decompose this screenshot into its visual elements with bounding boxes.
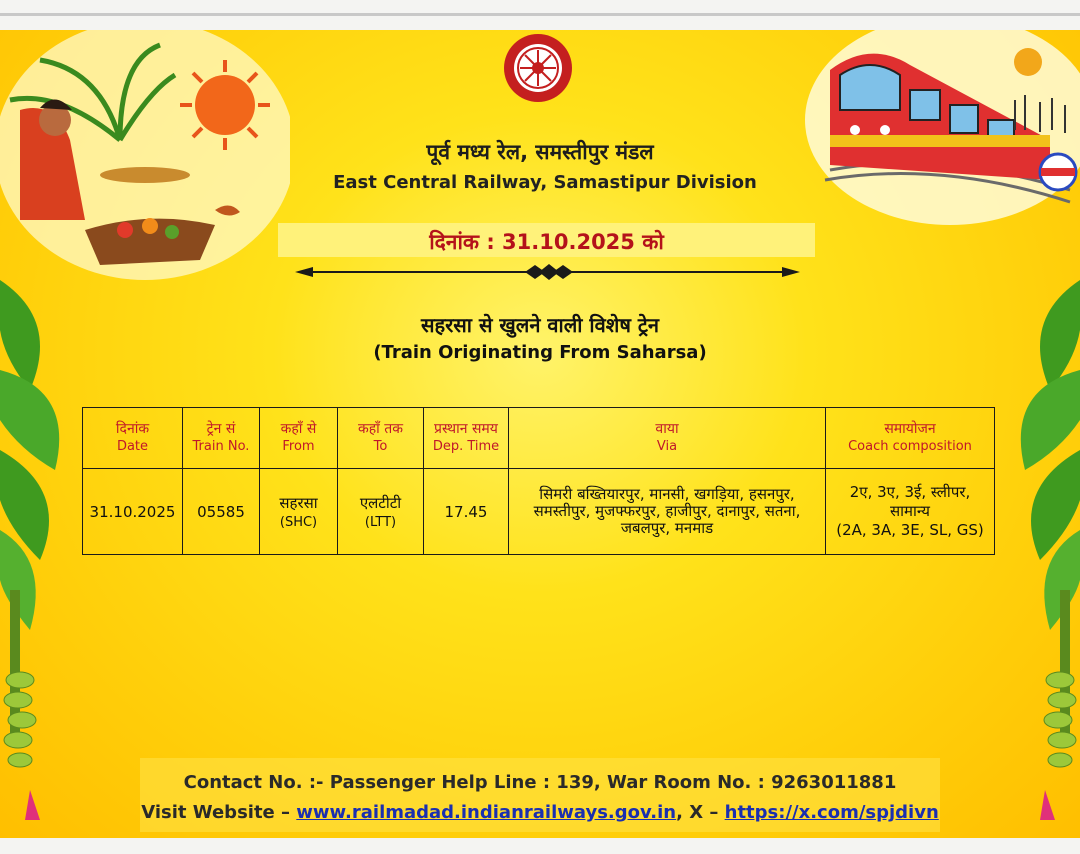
top-border	[0, 0, 1080, 30]
cell-coach: 2ए, 3ए, 3ई, स्लीपर, सामान्य (2A, 3A, 3E, SL, GS)	[826, 469, 995, 555]
table-header-row	[83, 408, 995, 469]
banana-tree-left	[0, 260, 85, 838]
train-illustration-right	[800, 30, 1080, 230]
division-title-english: East Central Railway, Samastipur Division	[333, 172, 757, 193]
table-row	[83, 469, 995, 555]
column-header-to: कहाँ तक To	[338, 408, 424, 469]
column-header-from: कहाँ से From	[260, 408, 338, 469]
notice-date: दिनांक : 31.10.2025 को	[429, 230, 664, 254]
chhath-illustration-left	[0, 30, 290, 280]
contact-info: Contact No. :- Passenger Help Line : 139, War Room No. : 9263011881	[183, 772, 897, 793]
notice-heading-english: (Train Originating From Saharsa)	[373, 342, 707, 363]
cell-date: 31.10.2025	[83, 469, 183, 555]
cell-train-no: 05585	[183, 469, 260, 555]
cell-to: एलटीटी (LTT)	[338, 469, 424, 555]
website-label: Visit Website –	[141, 802, 297, 823]
cell-from: सहरसा (SHC)	[260, 469, 338, 555]
column-header-train-no: ट्रेन सं Train No.	[183, 408, 260, 469]
column-header-coach: समायोजन Coach composition	[826, 408, 995, 469]
cell-dep-time: 17.45	[424, 469, 509, 555]
website-info	[80, 802, 1000, 823]
website-link[interactable]: www.railmadad.indianrailways.gov.in	[296, 802, 677, 823]
ornamental-divider	[295, 260, 800, 284]
notice-heading-hindi: सहरसा से खुलने वाली विशेष ट्रेन	[420, 313, 660, 337]
banana-tree-right	[995, 260, 1080, 838]
column-header-via: वाया Via	[509, 408, 826, 469]
column-header-dep-time: प्रस्थान समय Dep. Time	[424, 408, 509, 469]
indian-railways-logo	[502, 32, 574, 104]
bottom-border	[0, 838, 1080, 854]
x-label: , X –	[676, 802, 725, 823]
division-title-hindi: पूर्व मध्य रेल, समस्तीपुर मंडल	[426, 140, 654, 164]
special-train-table	[82, 407, 995, 555]
cell-via: सिमरी बख्तियारपुर, मानसी, खगड़िया, हसनपुर, समस्तीपुर, मुजफ्फरपुर, हाजीपुर, दानापुर, सतना, जबलपुर, मनमाड	[509, 469, 826, 555]
column-header-date: दिनांक Date	[83, 408, 183, 469]
notice-poster	[0, 30, 1080, 838]
x-link[interactable]: https://x.com/spjdivn	[724, 802, 939, 823]
